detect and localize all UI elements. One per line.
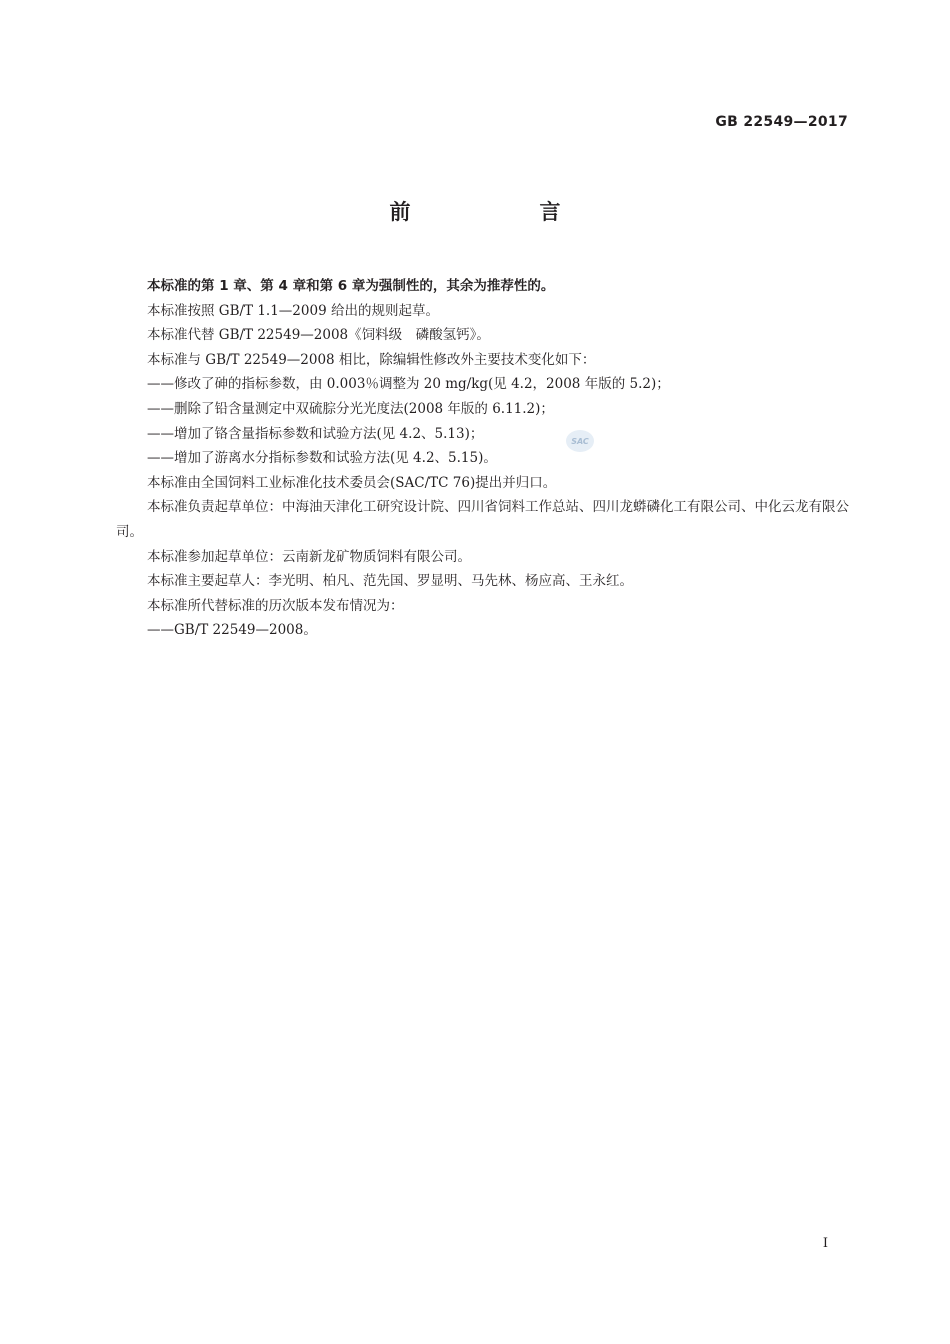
paragraph: ——GB/T 22549—2008。 xyxy=(147,622,317,639)
page-number: Ⅰ xyxy=(822,1236,828,1251)
paragraph: 本标准负责起草单位：中海油天津化工研究设计院、四川省饲料工作总站、四川龙蟒磷化工有限公司、中化云龙有限公司。 xyxy=(116,499,849,540)
paragraph: ——删除了铅含量测定中双硫腙分光光度法(2008 年版的 6.11.2)； xyxy=(147,400,554,417)
paragraph: 本标准所代替标准的历次版本发布情况为： xyxy=(147,597,404,614)
paragraph: ——修改了砷的指标参数，由 0.003％调整为 20 mg/kg(见 4.2，2008 年版的 5.2)； xyxy=(147,376,670,393)
paragraph: 本标准与 GB/T 22549—2008 相比，除编辑性修改外主要技术变化如下： xyxy=(147,351,596,368)
standard-number: GB 22549—2017 xyxy=(715,114,848,130)
paragraph: ——增加了游离水分指标参数和试验方法(见 4.2、5.15)。 xyxy=(147,450,497,467)
paragraph: 本标准按照 GB/T 1.1—2009 给出的规则起草。 xyxy=(147,302,439,319)
paragraph: 本标准的第 1 章、第 4 章和第 6 章为强制性的，其余为推荐性的。 xyxy=(147,278,555,294)
document-body xyxy=(116,274,850,643)
sac-watermark-logo: SAC xyxy=(566,430,594,452)
page-title: 前 言 xyxy=(389,200,615,224)
paragraph: 本标准代替 GB/T 22549—2008《饲料级 磷酸氢钙》。 xyxy=(147,327,490,344)
paragraph: ——增加了铬含量指标参数和试验方法(见 4.2、5.13)； xyxy=(147,425,484,442)
paragraph: 本标准主要起草人：李光明、柏凡、范先国、罗显明、马先林、杨应高、王永红。 xyxy=(147,573,633,590)
paragraph: 本标准由全国饲料工业标准化技术委员会(SAC/TC 76)提出并归口。 xyxy=(147,474,557,491)
paragraph: 本标准参加起草单位：云南新龙矿物质饲料有限公司。 xyxy=(147,548,471,565)
